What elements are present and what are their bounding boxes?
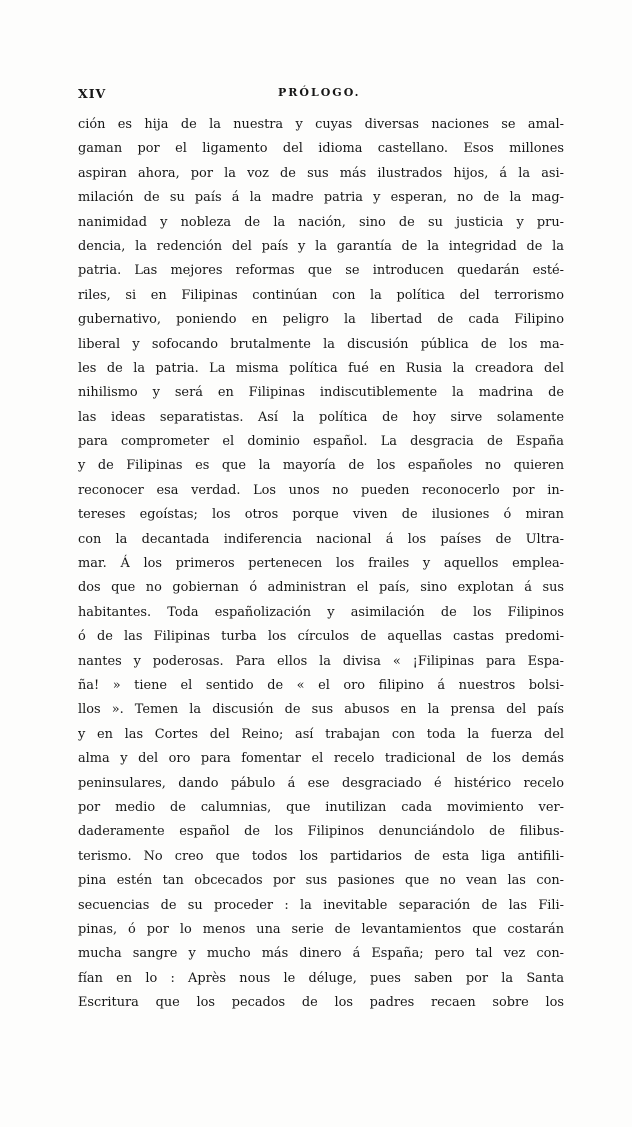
text-line: patria. Las mejores reformas que se introducen quedarán esté-	[78, 263, 564, 279]
text-line: secuencias de su proceder : la inevitable separación de las Fili-	[78, 897, 564, 913]
text-line: nihilismo y será en Filipinas indiscutiblemente la madrina de	[78, 385, 564, 401]
text-line: pinas, ó por lo menos una serie de levantamientos que costarán	[78, 921, 564, 937]
text-line: por medio de calumnias, que inutilizan cada movimiento ver-	[78, 799, 564, 815]
text-line: reconocer esa verdad. Los unos no pueden reconocerlo por in-	[78, 482, 564, 498]
text-line: les de la patria. La misma política fué en Rusia la creadora del	[78, 360, 564, 376]
text-line: para comprometer el dominio español. La desgracia de España	[78, 434, 564, 450]
text-line: con la decantada indiferencia nacional á los países de Ultra-	[78, 531, 564, 547]
text-line: ña! » tiene el sentido de « el oro filipino á nuestros bolsi-	[78, 677, 564, 693]
text-line: gubernativo, poniendo en peligro la libertad de cada Filipino	[78, 312, 564, 328]
text-line: ó de las Filipinas turba los círculos de aquellas castas predomi-	[78, 629, 564, 645]
text-line: ción es hija de la nuestra y cuyas diversas naciones se amal-	[78, 117, 564, 132]
text-line: Escritura que los pecados de los padres recaen sobre los	[78, 995, 564, 1011]
text-line: liberal y sofocando brutalmente la discusión pública de los ma-	[78, 336, 564, 352]
page-header	[78, 86, 560, 108]
text-line: tereses egoístas; los otros porque viven de ilusiones ó miran	[78, 507, 564, 523]
page-number: XIV	[78, 86, 107, 101]
text-line: pina estén tan obcecados por sus pasiones que no vean las con-	[78, 873, 564, 889]
text-line: nanimidad y nobleza de la nación, sino de su justicia y pru-	[78, 214, 564, 230]
text-line: alma y del oro para fomentar el recelo tradicional de los demás	[78, 751, 564, 767]
text-line: dencia, la redención del país y la garantía de la integridad de la	[78, 238, 564, 254]
text-line: y en las Cortes del Reino; así trabajan con toda la fuerza del	[78, 726, 564, 742]
text-line: peninsulares, dando pábulo á ese desgraciado é histérico recelo	[78, 775, 564, 791]
text-line: gaman por el ligamento del idioma castellano. Esos millones	[78, 141, 564, 157]
text-line: riles, si en Filipinas continúan con la política del terrorismo	[78, 287, 564, 303]
body-text	[78, 113, 564, 1015]
text-line: habitantes. Toda españolización y asimilación de los Filipinos	[78, 604, 564, 620]
text-line: mar. Á los primeros pertenecen los frailes y aquellos emplea-	[78, 556, 564, 572]
text-line: terismo. No creo que todos los partidarios de esta liga antifili-	[78, 848, 564, 864]
text-line: las ideas separatistas. Así la política de hoy sirve solamente	[78, 409, 564, 425]
text-line: nantes y poderosas. Para ellos la divisa « ¡Filipinas para Espa-	[78, 653, 564, 669]
text-line: aspiran ahora, por la voz de sus más ilustrados hijos, á la asi-	[78, 165, 564, 181]
text-line: llos ». Temen la discusión de sus abusos en la prensa del país	[78, 702, 564, 718]
text-line: dos que no gobiernan ó administran el país, sino explotan á sus	[78, 580, 564, 596]
text-line: mucha sangre y mucho más dinero á España; pero tal vez con-	[78, 946, 564, 962]
text-line: fían en lo : Après nous le déluge, pues saben por la Santa	[78, 970, 564, 986]
text-line: milación de su país á la madre patria y esperan, no de la mag-	[78, 190, 564, 206]
text-line: daderamente español de los Filipinos denunciándolo de filibus-	[78, 824, 564, 840]
text-line: y de Filipinas es que la mayoría de los españoles no quieren	[78, 458, 564, 474]
running-title: PRÓLOGO.	[278, 86, 361, 99]
